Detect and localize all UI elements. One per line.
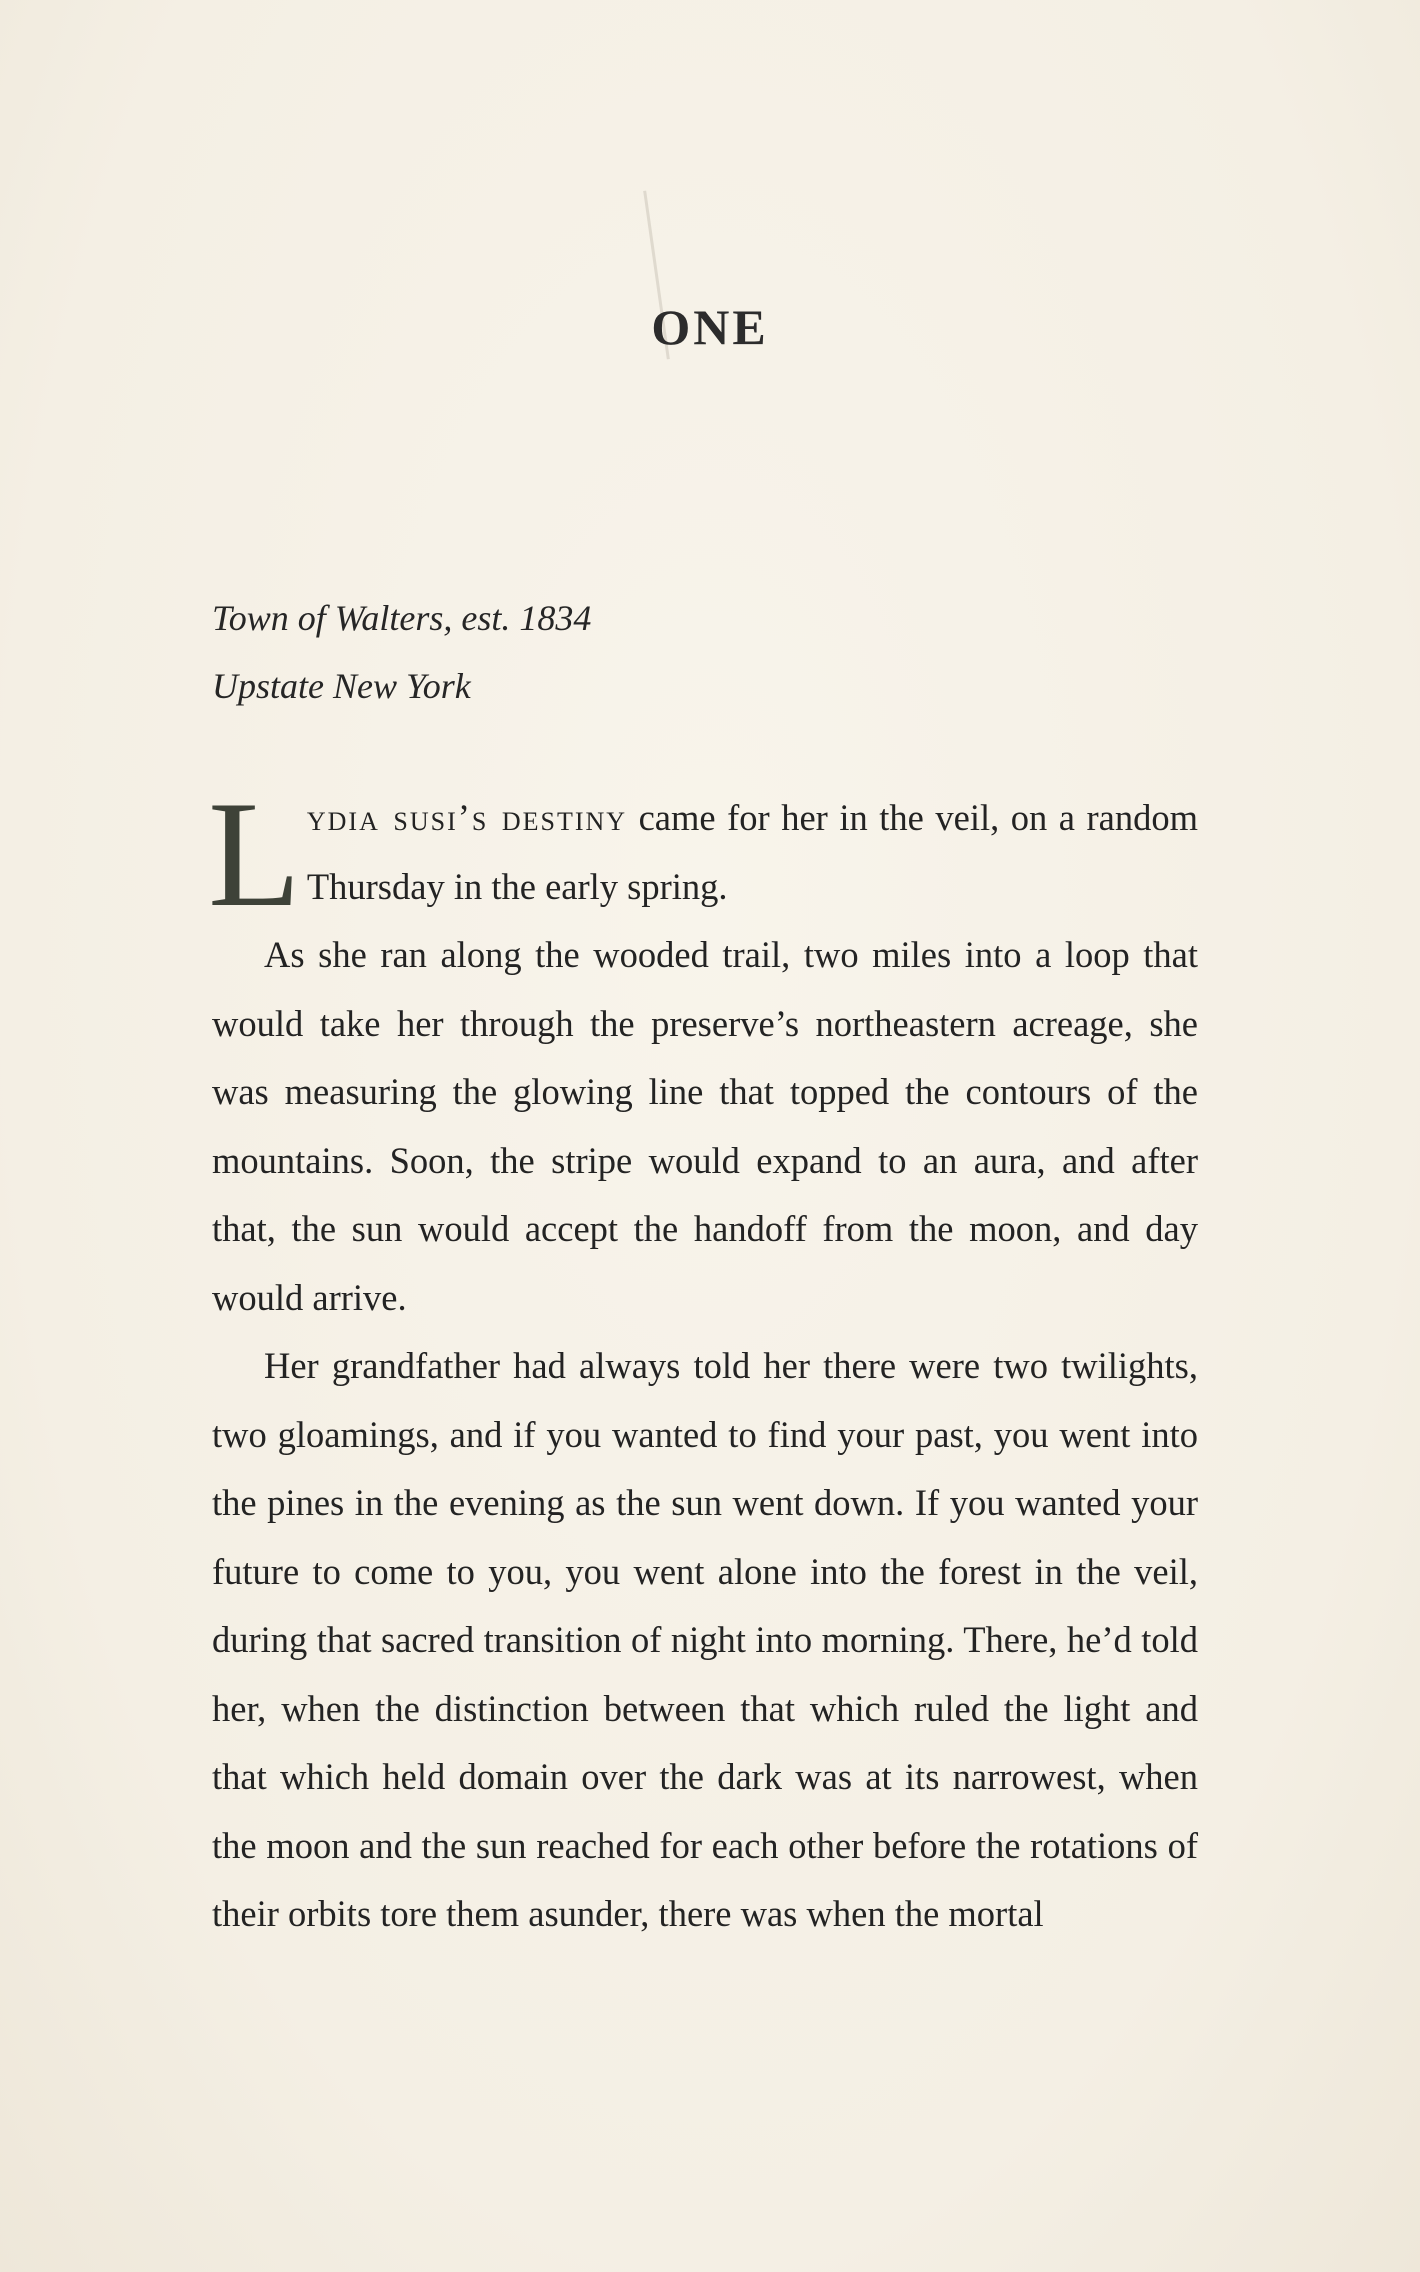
dateline-town: Town of Walters, est. 1834 xyxy=(212,598,592,638)
paragraph-2: As she ran along the wooded trail, two miles into a loop that would take her through the preserve’s northeastern acreage, she was measuring the glowing line that topped the contours of the mountains. Soon, the stripe would expand to an aura, and after that, the sun would accept the handoff from the moon, and day would arrive. xyxy=(212,934,1198,1318)
dateline xyxy=(212,584,591,720)
chapter-body xyxy=(208,770,1198,1949)
drop-cap: L xyxy=(208,770,301,938)
paragraph-3: Her grandfather had always told her there were two twilights, two gloamings, and if you wanted to find your past, you went into the pines in the evening as the sun went down. If you wanted your future to come to you, you went alone into the forest in the veil, during that sacred transition of night into morning. There, he’d told her, when the distinction between that which ruled the light and that which held domain over the dark was at its narrowest, when the moon and the sun reached for each other before the rotations of their orbits tore them asunder, there was when the mortal xyxy=(212,1345,1198,1934)
opening-smallcaps: ydia susi’s destiny xyxy=(306,797,628,838)
paragraph-1 xyxy=(208,770,1198,938)
dateline-region: Upstate New York xyxy=(212,666,471,706)
opening-text: came for her in the veil, on a random Thursday in the early spring. xyxy=(306,797,1198,907)
chapter-title: ONE xyxy=(651,299,769,355)
